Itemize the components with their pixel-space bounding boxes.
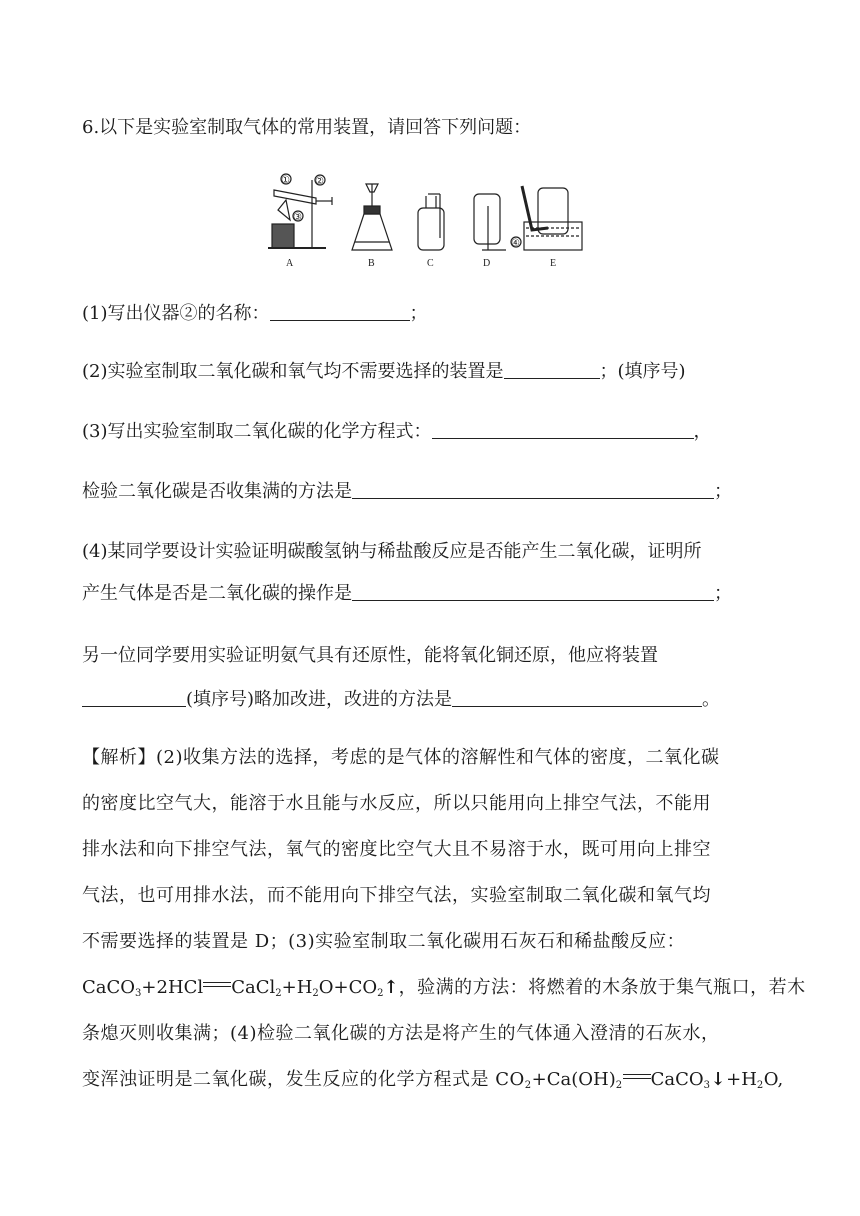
label-b: B (368, 258, 375, 269)
apparatus-b (352, 184, 392, 250)
question-intro: 6.以下是实验室制取气体的常用装置，请回答下列问题： (82, 117, 532, 138)
answer-blank-2[interactable] (504, 360, 600, 379)
analysis-line-7: 条熄灭则收集满；(4)检验二氧化碳的方法是将产生的气体通入澄清的石灰水， (82, 1023, 720, 1044)
question-1: (1)写出仪器②的名称： ； (82, 303, 428, 324)
gas-arrow-icon: ↑ (383, 977, 399, 998)
analysis-line-5: 不需要选择的装置是 D；(3)实验室制取二氧化碳用石灰石和稀盐酸反应： (82, 931, 686, 952)
label-d: D (483, 258, 491, 269)
analysis-line-4: 气法，也可用排水法，而不能用向下排空气法，实验室制取二氧化碳和氧气均 (82, 885, 711, 906)
label-a: A (286, 258, 294, 269)
equals-sign (203, 980, 231, 990)
apparatus-e (511, 186, 582, 250)
question-4c: 另一位同学要用实验证明氨气具有还原性，能将氧化铜还原，他应将装置 (82, 645, 658, 666)
apparatus-d (474, 194, 506, 250)
answer-blank-5[interactable] (352, 582, 714, 601)
analysis-line-1: 【解析】(2)收集方法的选择，考虑的是气体的溶解性和气体的密度，二氧化碳 (82, 747, 720, 768)
answer-blank-7[interactable] (452, 688, 702, 707)
precipitate-arrow-icon: ↓ (710, 1069, 727, 1090)
question-3b: 检验二氧化碳是否收集满的方法是 ； (82, 481, 732, 502)
marker-4: ④ (511, 238, 520, 249)
marker-3: ③ (293, 212, 302, 223)
equals-sign (623, 1072, 651, 1082)
marker-2: ② (315, 176, 324, 187)
answer-blank-6[interactable] (82, 688, 186, 707)
apparatus-c (418, 194, 444, 250)
question-4d: (填序号)略加改进，改进的方法是 。 (82, 688, 720, 712)
question-3: (3)写出实验室制取二氧化碳的化学方程式： ， (82, 421, 712, 442)
question-4b: 产生气体是否是二氧化碳的操作是 ； (82, 583, 732, 604)
answer-blank-3[interactable] (432, 420, 694, 439)
analysis-line-6: CaCO$_3$+2HCl $CaCl_2+H_2O+CO_2↑$，验满的方法：将燃着的木条放于集气瓶口，若木 (82, 977, 806, 999)
analysis-line-3: 排水法和向下排空气法，氧气的密度比空气大且不易溶于水，既可用向上排空 (82, 839, 711, 860)
apparatus-figure (260, 170, 600, 270)
analysis-line-8: 变浑浊证明是二氧化碳，发生反应的化学方程式是 $CO_2+Ca(OH)_2$ $CaCO_3↓+H_2O$, (82, 1069, 784, 1091)
label-c: C (427, 258, 434, 269)
analysis-line-2: 的密度比空气大，能溶于水且能与水反应，所以只能用向上排空气法，不能用 (82, 793, 711, 814)
answer-blank-4[interactable] (352, 480, 714, 499)
label-e: E (550, 258, 557, 269)
question-4a: (4)某同学要设计实验证明碳酸氢钠与稀盐酸反应是否能产生二氧化碳，证明所 (82, 541, 702, 562)
answer-blank-1[interactable] (270, 302, 410, 321)
question-2: (2)实验室制取二氧化碳和氧气均不需要选择的装置是 ；(填序号) (82, 361, 686, 382)
marker-1: ① (281, 175, 290, 186)
